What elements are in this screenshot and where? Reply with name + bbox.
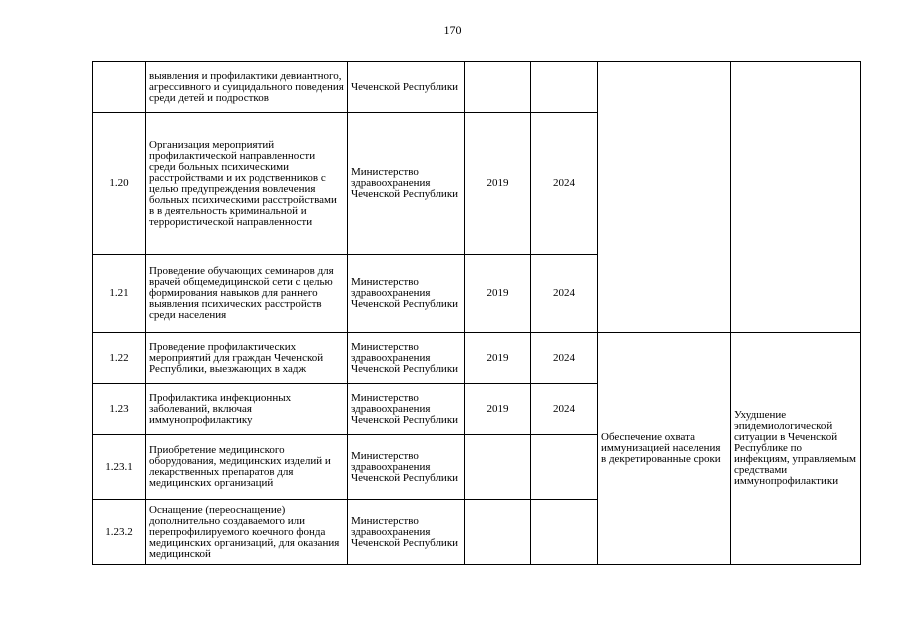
- consequence-cell-empty: [731, 62, 861, 333]
- start-year: 2019: [465, 255, 531, 333]
- row-number: [93, 62, 146, 113]
- row-number: 1.23: [93, 384, 146, 435]
- start-year: 2019: [465, 333, 531, 384]
- executor: Министерство здравоохранения Чеченской Республики: [348, 384, 465, 435]
- row-number: 1.23.2: [93, 500, 146, 565]
- end-year: 2024: [531, 384, 598, 435]
- measure-title: Приобретение медицинского оборудования, медицинских изделий и лекарственных препаратов для медицинских организаций: [146, 435, 348, 500]
- row-number: 1.22: [93, 333, 146, 384]
- table-row: [93, 333, 861, 384]
- end-year: [531, 62, 598, 113]
- result-cell-empty: [598, 62, 731, 333]
- measure-title: Организация мероприятий профилактической направленности среди больных психическими расстройствами и их родственников с целью предупреждения вовлечения больных психическими расстройствами в в деятельность криминальной и террористической направленности: [146, 113, 348, 255]
- end-year: [531, 435, 598, 500]
- row-number: 1.21: [93, 255, 146, 333]
- executor: Министерство здравоохранения Чеченской Республики: [348, 255, 465, 333]
- end-year: 2024: [531, 333, 598, 384]
- measure-title: выявления и профилактики девиантного, агрессивного и суицидального поведения среди детей и подростков: [146, 62, 348, 113]
- measure-title: Проведение обучающих семинаров для врачей общемедицинской сети с целью формирования навыков для раннего выявления психических расстройств среди населения: [146, 255, 348, 333]
- row-number: 1.20: [93, 113, 146, 255]
- page-number: 170: [443, 23, 462, 37]
- measure-title: Проведение профилактических мероприятий для граждан Чеченской Республики, выезжающих в хадж: [146, 333, 348, 384]
- executor: Министерство здравоохранения Чеченской Республики: [348, 113, 465, 255]
- row-number: 1.23.1: [93, 435, 146, 500]
- start-year: 2019: [465, 384, 531, 435]
- measure-title: Оснащение (переоснащение) дополнительно создаваемого или перепрофилируемого коечного фонда медицинских организаций, для оказания медицинской: [146, 500, 348, 565]
- end-year: 2024: [531, 255, 598, 333]
- end-year: [531, 500, 598, 565]
- executor: Министерство здравоохранения Чеченской Республики: [348, 500, 465, 565]
- executor: Министерство здравоохранения Чеченской Республики: [348, 333, 465, 384]
- expected-result: Обеспечение охвата иммунизацией населения в декретированные сроки: [598, 333, 731, 565]
- table-row: [93, 62, 861, 113]
- end-year: 2024: [531, 113, 598, 255]
- start-year: 2019: [465, 113, 531, 255]
- start-year: [465, 435, 531, 500]
- non-implementation-consequence: Ухудшение эпидемиологической ситуации в Чеченской Республике по инфекциям, управляемым средствами иммунопрофилактики: [731, 333, 861, 565]
- executor: Министерство здравоохранения Чеченской Республики: [348, 435, 465, 500]
- executor: Чеченской Республики: [348, 62, 465, 113]
- start-year: [465, 500, 531, 565]
- measures-table: [92, 61, 861, 565]
- start-year: [465, 62, 531, 113]
- measure-title: Профилактика инфекционных заболеваний, включая иммунопрофилактику: [146, 384, 348, 435]
